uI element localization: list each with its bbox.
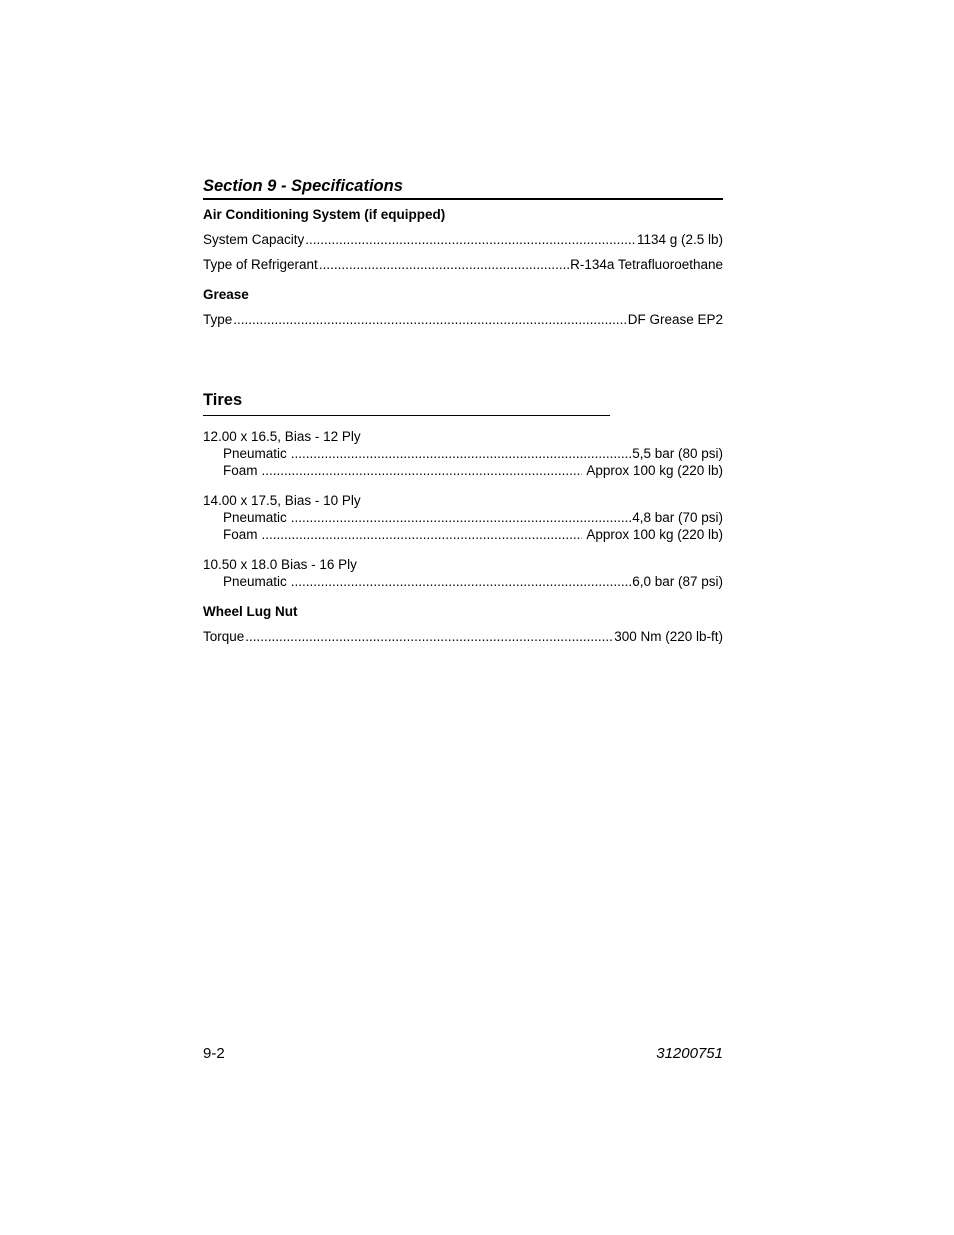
tire-size-label: 10.50 x 18.0 Bias - 16 Ply [203,557,357,572]
spec-label: Foam [223,527,258,542]
spec-label: System Capacity [203,232,305,247]
leader-dots [291,573,631,590]
spec-label: Foam [223,463,258,478]
spec-value: 1134 g (2.5 lb) [636,232,723,247]
tires-header [203,390,610,416]
tire-group [203,556,723,590]
tire-size-label: 14.00 x 17.5, Bias - 10 Ply [203,493,361,508]
leader-dots [262,462,583,479]
spec-row-pneumatic [203,509,723,526]
spec-row-refrigerant-type [203,256,723,273]
leader-dots [245,628,613,645]
spec-row-foam [203,526,723,543]
section-title: Section 9 - Specifications [203,177,403,195]
spec-label: Pneumatic [223,574,287,589]
air-conditioning-heading: Air Conditioning System (if equipped) [203,207,446,222]
spec-value: Approx 100 kg (220 lb) [586,463,723,478]
spec-value: 300 Nm (220 lb-ft) [614,629,723,644]
spec-label: Type [203,312,233,327]
spec-label: Pneumatic [223,446,287,461]
leader-dots [262,526,583,543]
spec-value: R-134a Tetrafluoroethane [570,257,723,272]
section-header [203,176,723,200]
spec-row-system-capacity [203,231,723,248]
spec-value: DF Grease EP2 [627,312,723,327]
leader-dots [305,231,636,248]
spec-row-pneumatic [203,573,723,590]
leader-dots [233,311,626,328]
spec-value: 4,8 bar (70 psi) [632,510,723,525]
spec-value: 6,0 bar (87 psi) [632,574,723,589]
spec-row-pneumatic [203,445,723,462]
tire-group [203,492,723,543]
wheel-lug-nut-block [203,603,723,645]
page-number: 9-2 [203,1045,225,1062]
spec-label: Pneumatic [223,510,287,525]
spec-value: Approx 100 kg (220 lb) [586,527,723,542]
spec-value: 5,5 bar (80 psi) [632,446,723,461]
spec-row-torque [203,628,723,645]
leader-dots [291,445,631,462]
leader-dots [291,509,631,526]
tires-title: Tires [203,391,243,409]
tire-size-label: 12.00 x 16.5, Bias - 12 Ply [203,429,361,444]
grease-block [203,286,723,328]
document-number: 31200751 [656,1045,723,1062]
air-conditioning-block [203,206,723,273]
spec-row-foam [203,462,723,479]
spec-row-grease-type [203,311,723,328]
leader-dots [319,256,569,273]
tire-group [203,428,723,479]
spec-label: Type of Refrigerant [203,257,318,272]
spec-label: Torque [203,629,245,644]
wheel-lug-nut-heading: Wheel Lug Nut [203,604,298,619]
grease-heading: Grease [203,287,249,302]
